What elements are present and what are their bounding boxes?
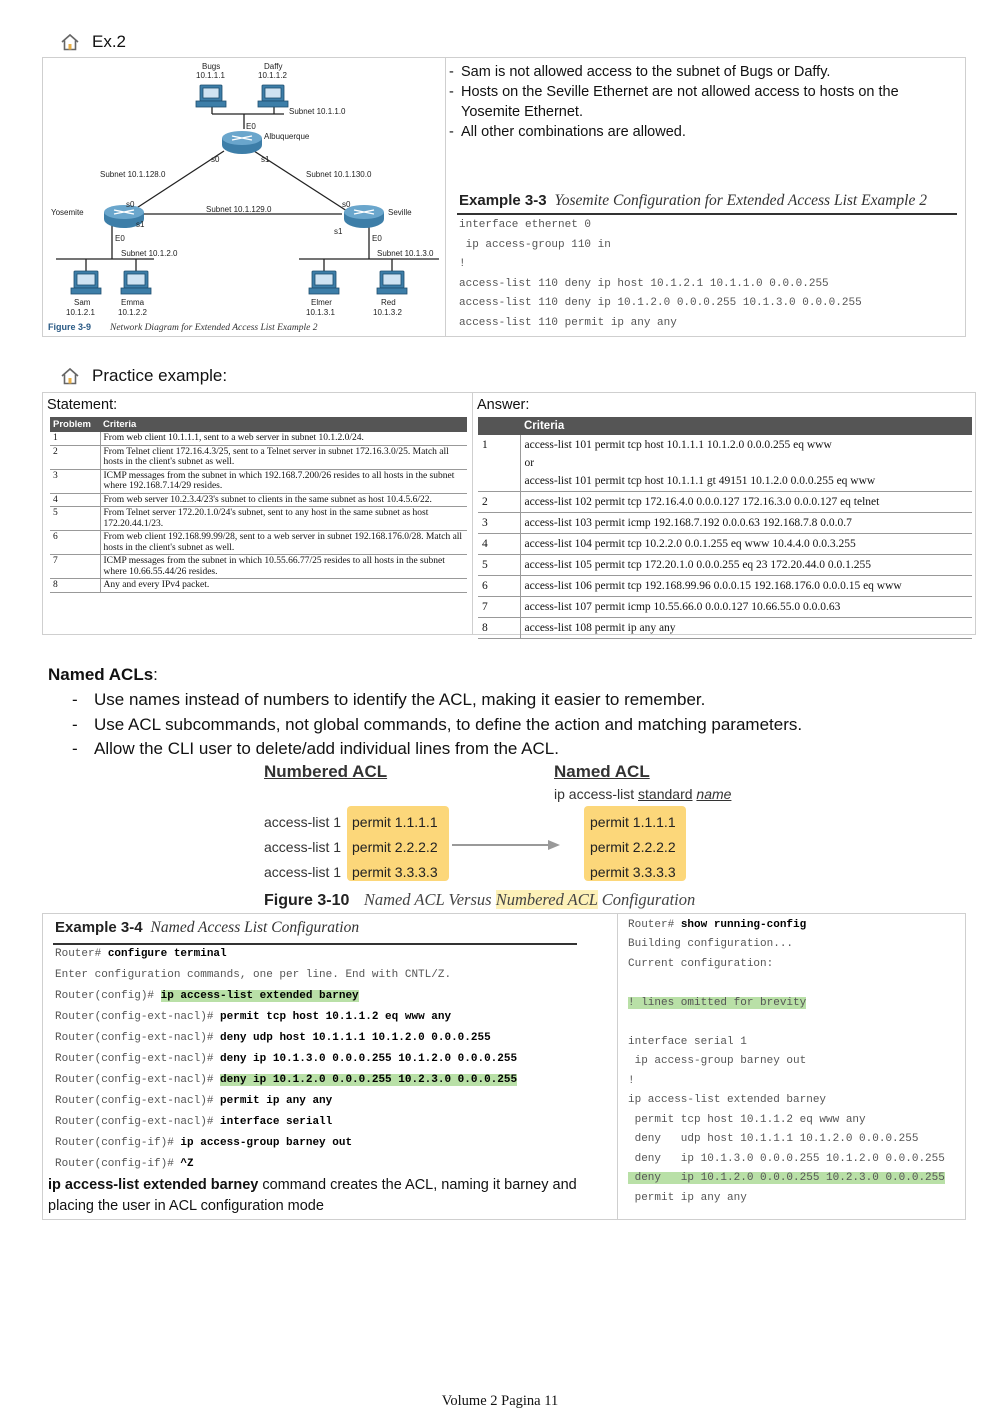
label-subnet-130: Subnet 10.1.130.0: [306, 170, 372, 179]
ex34-code-prompt: Router(config-ext-nacl)#: [55, 1032, 221, 1044]
statement-row: [50, 507, 467, 531]
named-entry: permit 1.1.1.1: [590, 814, 676, 830]
page-footer: Volume 2 Pagina 11: [441, 1393, 559, 1409]
numbered-entry: permit 1.1.1.1: [352, 814, 438, 830]
ex34-rule: [53, 943, 577, 945]
code-line: access-list 110 permit ip any any: [459, 316, 677, 329]
answer-number: 6: [478, 576, 520, 597]
answer-criteria: [520, 576, 972, 597]
ex34-code-line: [55, 1137, 517, 1158]
answer-row: [478, 555, 972, 576]
pc-bugs-icon: [196, 85, 226, 107]
home-icon: [60, 33, 80, 51]
answer-line: access-list 102 permit tcp 172.16.4.0 0.0.0.127 172.16.3.0 0.0.0.127 eq telnet: [524, 496, 880, 508]
ex34-caption: Named Access List Configuration: [150, 919, 360, 936]
named-acl-bullet: - Use ACL subcommands, not global commands, to define the action and matching parameters.: [72, 713, 802, 738]
pc-red-icon: [377, 271, 407, 294]
ex2-notes: [449, 62, 959, 142]
named-entry: permit 2.2.2.2: [590, 839, 676, 855]
answer-table: [478, 417, 972, 639]
answer-criteria: [520, 435, 972, 492]
pc-emma-icon: [121, 271, 151, 294]
label-daffy-ip: 10.1.1.2: [258, 71, 287, 80]
running-config-line: [628, 958, 945, 978]
code-line: ip access-group 110 in: [459, 238, 611, 251]
syntax-standard: standard: [638, 786, 693, 802]
answer-number: 5: [478, 555, 520, 576]
running-config-text: Building configuration...: [628, 938, 794, 950]
statement-problem-number: 8: [50, 579, 100, 593]
label-elmer: Elmer: [311, 298, 332, 307]
ex34-code-prompt: Router#: [55, 948, 108, 960]
running-config-text: deny ip 10.1.3.0 0.0.0.255 10.1.2.0 0.0.0.255: [628, 1152, 945, 1165]
running-cmd: show running-config: [680, 919, 807, 931]
numbered-entries-box: [347, 806, 449, 881]
ex33-rule: [457, 213, 957, 215]
ex34-code-command: ip access-list extended barney: [160, 990, 359, 1002]
named-acl-bullet: - Use names instead of numbers to identify the ACL, making it easier to remember.: [72, 688, 802, 713]
running-config-text: permit tcp host 10.1.1.2 eq www any: [628, 1113, 866, 1126]
answer-row: [478, 534, 972, 555]
answer-row: [478, 597, 972, 618]
label-subnet-3: Subnet 10.1.3.0: [377, 249, 434, 258]
answer-row: [478, 492, 972, 513]
answer-criteria: [520, 513, 972, 534]
named-acl-fig-title: Named ACL: [554, 762, 650, 781]
ex34-code-prompt: Router(config-ext-nacl)#: [55, 1011, 221, 1023]
statement-row: [50, 531, 467, 555]
statement-row: [50, 469, 467, 493]
ex34-code-prompt: Router(config)#: [55, 990, 161, 1002]
ex34-code-prompt: Enter configuration commands, one per line. End with CNTL/Z.: [55, 969, 452, 981]
answer-criteria: [520, 555, 972, 576]
label-subnet-128: Subnet 10.1.128.0: [100, 170, 166, 179]
running-config-line: [628, 1036, 945, 1056]
statement-problem-number: 6: [50, 531, 100, 555]
ex34-code-prompt: Router(config-ext-nacl)#: [55, 1116, 221, 1128]
label-emma: Emma: [121, 298, 145, 307]
answer-criteria: [520, 534, 972, 555]
statement-problem-number: 1: [50, 432, 100, 445]
practice-heading-row: [60, 366, 227, 386]
answer-line: access-list 103 permit icmp 192.168.7.192 0.0.0.63 192.168.7.8 0.0.0.7: [524, 517, 852, 529]
practice-divider: [472, 392, 473, 635]
ex2-divider: [445, 57, 446, 337]
ex33-title: [459, 192, 927, 210]
ex34-divider: [617, 913, 618, 1220]
ex34-code-command: deny ip 10.1.3.0 0.0.0.255 10.1.2.0 0.0.0.255: [220, 1053, 518, 1065]
ex34-code-line: [55, 1095, 517, 1116]
running-config-text: !: [628, 1074, 635, 1087]
label-s0-right: s0: [342, 200, 351, 209]
answer-criteria: [520, 597, 972, 618]
running-config-line: [628, 1192, 945, 1212]
named-entry: permit 3.3.3.3: [590, 864, 676, 880]
statement-row: [50, 445, 467, 469]
numbered-entry: permit 3.3.3.3: [352, 864, 438, 880]
ex34-code-line: [55, 1116, 517, 1137]
statement-problem-number: 4: [50, 493, 100, 507]
ans-header-blank: [478, 417, 520, 435]
statement-problem-number: 7: [50, 555, 100, 579]
code-line: interface ethernet 0: [459, 219, 592, 231]
fig310-label: Figure 3-10: [264, 892, 350, 909]
arrow-right-icon: [452, 837, 562, 853]
statement-row: [50, 555, 467, 579]
fig39-caption: Network Diagram for Extended Access List Example 2: [110, 323, 318, 333]
fig310-caption: [264, 890, 695, 910]
label-emma-ip: 10.1.2.2: [118, 308, 147, 317]
running-config-text: ip access-group barney out: [628, 1055, 807, 1067]
running-config-line: [628, 938, 945, 958]
numbered-acl-title: Numbered ACL: [264, 762, 388, 781]
pc-elmer-icon: [309, 271, 339, 294]
answer-number: 3: [478, 513, 520, 534]
statement-table: [50, 417, 467, 593]
running-config-line: [628, 1133, 945, 1153]
named-acl-syntax: [554, 786, 731, 802]
statement-problem-number: 2: [50, 445, 100, 469]
answer-line: access-list 104 permit tcp 10.2.2.0 0.0.1.255 eq www 10.4.4.0 0.0.3.255: [524, 538, 856, 550]
answer-line: access-list 108 permit ip any any: [524, 622, 676, 634]
statement-criteria: From Telnet client 172.16.4.3/25, sent to a Telnet server in subnet 172.16.3.0/25. Match all hosts in the client's subnet as well.: [100, 445, 467, 469]
answer-criteria: [520, 492, 972, 513]
statement-criteria: From web client 192.168.99.99/28, sent to a web server in subnet 192.168.176.0/28. Match all hosts in the client's subnet as well.: [100, 531, 467, 555]
fig310-text-b: Numbered ACL: [495, 890, 598, 909]
statement-row: [50, 432, 467, 445]
ex34-code: [55, 948, 517, 1179]
syntax-prefix: ip access-list: [554, 786, 639, 802]
ex34-code-command: interface seriall: [220, 1116, 333, 1128]
ex34-code-prompt: Router(config-ext-nacl)#: [55, 1095, 221, 1107]
running-config-gap: [628, 1016, 945, 1036]
running-config-line: [628, 1153, 945, 1173]
label-albuquerque: Albuquerque: [264, 132, 310, 141]
statement-criteria: From web server 10.2.3.4/23's subnet to clients in the same subnet as host 10.4.5.6/22.: [100, 493, 467, 507]
running-config-line: [628, 1055, 945, 1075]
answer-number: 2: [478, 492, 520, 513]
label-e0-top: E0: [246, 122, 256, 131]
label-bugs-ip: 10.1.1.1: [196, 71, 225, 80]
statement-problem-number: 3: [50, 469, 100, 493]
label-s0-left: s0: [126, 200, 135, 209]
code-line: access-list 110 deny ip host 10.1.2.1 10.1.1.0 0.0.0.255: [459, 277, 829, 290]
running-prompt: Router#: [628, 919, 681, 931]
running-config-gap: [628, 977, 945, 997]
answer-line: access-list 101 permit tcp host 10.1.1.1 10.1.2.0 0.0.0.255 eq www: [524, 439, 832, 451]
statement-criteria: ICMP messages from the subnet in which 10.55.66.77/25 resides to all hosts in the subnet where 10.66.55.44/26 resides.: [100, 555, 467, 579]
running-config-text: deny udp host 10.1.1.1 10.1.2.0 0.0.0.255: [628, 1133, 919, 1145]
running-config-line: [628, 1114, 945, 1134]
answer-row: [478, 513, 972, 534]
label-red: Red: [381, 298, 396, 307]
numbered-prefix: access-list 1: [264, 839, 342, 855]
running-config-prompt-line: [628, 919, 806, 939]
label-subnet-2: Subnet 10.1.2.0: [121, 249, 178, 258]
answer-line: access-list 105 permit tcp 172.20.1.0 0.0.0.255 eq 23 172.20.44.0 0.0.1.255: [524, 559, 872, 571]
answer-label: Answer:: [477, 397, 530, 413]
answer-number: 7: [478, 597, 520, 618]
label-daffy: Daffy: [264, 62, 283, 71]
named-acl-title: Named ACLs: [48, 665, 154, 684]
ex34-code-line: [55, 990, 517, 1011]
label-seville: Seville: [388, 208, 412, 217]
label-yosemite: Yosemite: [51, 208, 84, 217]
running-config-text: permit ip any any: [628, 1191, 747, 1204]
label-sam: Sam: [74, 298, 91, 307]
ex34-note: [48, 1175, 608, 1217]
running-config-line: [628, 1075, 945, 1095]
stmt-header-criteria: Criteria: [100, 417, 467, 432]
statement-criteria: ICMP messages from the subnet in which 192.168.7.200/26 resides to all hosts in the subnet where 192.168.7.14/29 resides.: [100, 469, 467, 493]
ex34-code-line: [55, 1053, 517, 1074]
running-config-line: [628, 1172, 945, 1192]
answer-criteria: [520, 618, 972, 639]
ex34-code-command: permit tcp host 10.1.1.2 eq www any: [220, 1011, 452, 1023]
statement-criteria: From Telnet server 172.20.1.0/24's subnet, sent to any host in the same subnet as host 172.20.44.1/23.: [100, 507, 467, 531]
ex34-code-line: [55, 1032, 517, 1053]
named-entries-box: [584, 806, 686, 881]
fig310-text-c: Configuration: [597, 890, 696, 909]
ex2-note: - Hosts on the Seville Ethernet are not allowed access to hosts on the Yosemite Ethernet.: [449, 82, 959, 122]
ex34-code-command: deny ip 10.1.2.0 0.0.0.255 10.2.3.0 0.0.0.255: [220, 1074, 518, 1086]
statement-criteria: From web client 10.1.1.1, sent to a web server in subnet 10.1.2.0/24.: [100, 432, 467, 445]
ex34-code-prompt: Router(config-if)#: [55, 1137, 181, 1149]
running-config-text: interface serial 1: [628, 1035, 747, 1048]
named-acl-heading: [48, 665, 158, 685]
label-s1-top: s1: [261, 155, 270, 164]
syntax-name: name: [696, 786, 732, 802]
named-acl-colon: :: [153, 665, 158, 684]
label-sam-ip: 10.1.2.1: [66, 308, 95, 317]
network-diagram: [44, 59, 444, 335]
answer-line: access-list 101 permit tcp host 10.1.1.1 gt 49151 10.1.2.0 0.0.0.255 eq www: [524, 475, 876, 487]
stmt-header-problem: Problem: [50, 417, 100, 432]
running-config-code: [628, 938, 945, 1211]
numbered-entry: permit 2.2.2.2: [352, 839, 438, 855]
running-config-line: [628, 1094, 945, 1114]
fig310-text-a: Named ACL Versus: [363, 890, 496, 909]
numbered-prefix: access-list 1: [264, 864, 342, 880]
code-line: !: [459, 258, 466, 270]
running-config-text: ip access-list extended barney: [628, 1094, 827, 1106]
answer-number: 8: [478, 618, 520, 639]
ex2-note: - All other combinations are allowed.: [449, 122, 959, 142]
label-e0-left: E0: [115, 234, 125, 243]
label-s0-top: s0: [211, 155, 220, 164]
statement-label: Statement:: [47, 397, 118, 413]
answer-row: [478, 435, 972, 492]
ex34-label: Example 3-4: [55, 919, 143, 936]
named-acl-bullet: - Allow the CLI user to delete/add individual lines from the ACL.: [72, 737, 802, 762]
numbered-prefix: access-list 1: [264, 814, 342, 830]
ans-header-criteria: Criteria: [520, 417, 972, 435]
ex34-code-command: deny udp host 10.1.1.1 10.1.2.0 0.0.0.255: [220, 1032, 491, 1044]
running-config-line: [628, 997, 945, 1017]
answer-row: [478, 618, 972, 639]
ex33-label: Example 3-3: [459, 192, 547, 209]
ex2-heading-row: [60, 32, 126, 52]
ex34-code-line: [55, 1011, 517, 1032]
answer-line: or: [524, 457, 535, 469]
ex34-code-command: permit ip any any: [220, 1095, 333, 1107]
label-s1-right: s1: [334, 227, 343, 236]
numbered-prefixes: [264, 810, 341, 885]
ex34-code-command: ^Z: [180, 1158, 194, 1170]
ex34-note-text: command creates the ACL, naming it barney and placing the user in ACL configuration mode: [48, 1177, 577, 1214]
running-config-text: Current configuration:: [628, 957, 774, 970]
statement-row: [50, 579, 467, 593]
ex34-note-bold: ip access-list extended barney: [48, 1177, 259, 1193]
ex34-code-line: [55, 1074, 517, 1095]
ex2-note: - Sam is not allowed access to the subnet of Bugs or Daffy.: [449, 62, 959, 82]
statement-problem-number: 5: [50, 507, 100, 531]
label-s1-left: s1: [136, 220, 145, 229]
ex34-code-prompt: Router(config-ext-nacl)#: [55, 1074, 221, 1086]
label-subnet-top: Subnet 10.1.1.0: [289, 107, 346, 116]
router-albuquerque-icon: [222, 131, 262, 154]
ex33-caption: Yosemite Configuration for Extended Access List Example 2: [554, 192, 927, 209]
ex34-title: [55, 919, 359, 937]
fig39-label: Figure 3-9: [48, 322, 92, 332]
label-subnet-129: Subnet 10.1.129.0: [206, 205, 272, 214]
label-red-ip: 10.1.3.2: [373, 308, 402, 317]
answer-number: 4: [478, 534, 520, 555]
named-acl-bullets: [72, 688, 802, 762]
ex34-code-line: [55, 948, 517, 969]
running-config-text: ! lines omitted for brevity: [628, 996, 807, 1009]
answer-number: 1: [478, 435, 520, 492]
statement-criteria: Any and every IPv4 packet.: [100, 579, 467, 593]
ex34-code-line: [55, 969, 517, 990]
home-icon: [60, 367, 80, 385]
answer-row: [478, 576, 972, 597]
label-e0-right: E0: [372, 234, 382, 243]
practice-heading: Practice example:: [92, 366, 228, 385]
ex34-code-command: ip access-group barney out: [180, 1137, 353, 1149]
ex34-code-command: configure terminal: [107, 948, 227, 960]
ex2-heading: Ex.2: [92, 32, 127, 51]
answer-line: access-list 106 permit tcp 192.168.99.96 0.0.0.15 192.168.176.0 0.0.0.15 eq www: [524, 580, 902, 592]
code-line: access-list 110 deny ip 10.1.2.0 0.0.0.255 10.1.3.0 0.0.0.255: [459, 297, 862, 309]
pc-sam-icon: [71, 271, 101, 294]
label-bugs: Bugs: [202, 62, 221, 71]
ex33-code: [459, 219, 862, 336]
ex34-code-prompt: Router(config-ext-nacl)#: [55, 1053, 221, 1065]
answer-line: access-list 107 permit icmp 10.55.66.0 0.0.0.127 10.66.55.0 0.0.0.63: [524, 601, 841, 613]
pc-daffy-icon: [258, 85, 288, 107]
statement-row: [50, 493, 467, 507]
running-config-text: deny ip 10.1.2.0 0.0.0.255 10.2.3.0 0.0.0.255: [628, 1172, 945, 1184]
label-elmer-ip: 10.1.3.1: [306, 308, 335, 317]
ex34-code-prompt: Router(config-if)#: [55, 1158, 181, 1170]
